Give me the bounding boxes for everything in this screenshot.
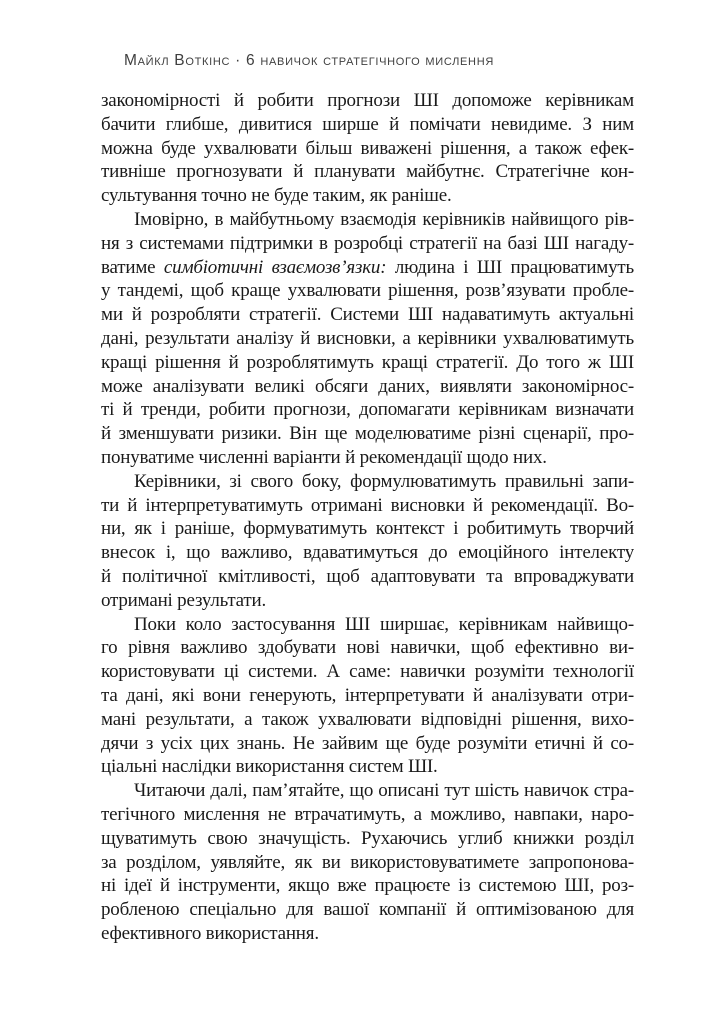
text-line: тегічного мислення не втрачатимуть, а можливо, навпаки, наро- — [101, 803, 634, 825]
text-line: дячи з усіх цих знань. Не зайвим ще буде розуміти етичні й со- — [101, 732, 634, 754]
text-line: внесок і, що важливо, вдаватимуться до емоційного інтелекту — [101, 542, 634, 564]
text-line: й політичної кмітливості, щоб адаптовувати та впроваджувати — [101, 565, 634, 587]
text-line: Читаючи далі, пам’ятайте, що описані тут шість навичок стра- — [134, 780, 634, 802]
text-line: може аналізувати великі обсяги даних, виявляти закономірнос- — [101, 375, 634, 397]
text-line: Поки коло застосування ШІ ширшає, керівникам найвищо- — [134, 613, 634, 635]
text-line: ні ідеї й інструменти, якщо вже працюєте із системою ШІ, роз- — [101, 875, 634, 897]
text-line: ефективного використання. — [101, 922, 319, 944]
text-line: можна буде ухвалювати більш виважені рішення, а також ефек- — [101, 137, 634, 159]
text-line: й зменшувати ризики. Він ще моделюватиме різні сценарії, про- — [101, 423, 634, 445]
text-line: кращі рішення й розроблятимуть кращі стратегії. До того ж ШІ — [101, 351, 634, 373]
text-line: ти й інтерпретуватимуть отримані висновки й рекомендації. Во- — [101, 494, 634, 516]
text-line: бачити глибше, дивитися ширше й помічати невидиме. З ним — [101, 113, 634, 135]
text-line: у тандемі, щоб краще ухвалювати рішення, розв’язувати пробле- — [101, 280, 634, 302]
text-line: щуватимуть свою значущість. Рухаючись углиб книжки розділ — [101, 827, 634, 849]
page-body-text — [101, 89, 634, 946]
text-line: Імовірно, в майбутньому взаємодія керівників найвищого рів- — [134, 208, 634, 230]
text-line: користовувати ці системи. А саме: навички розуміти технології — [101, 661, 634, 683]
text-line: закономірності й робити прогнози ШІ допоможе керівникам — [101, 90, 634, 111]
text-line: робленою спеціально для вашої компанії й оптимізованою для — [101, 899, 634, 921]
text-line: ватиме симбіотичні взаємозв’язки: людина і ШІ працюватимуть — [101, 256, 634, 278]
text-line: ті й тренди, робити прогнози, допомагати керівникам визначати — [101, 399, 634, 421]
running-header: Майкл Воткінс · 6 навичок стратегічного мислення — [124, 52, 494, 69]
text-line: го рівня важливо здобувати нові навички, щоб ефективно ви- — [101, 637, 634, 659]
text-line: дані, результати аналізу й висновки, а керівники ухвалюватимуть — [101, 327, 634, 349]
text-line: ня з системами підтримки в розробці стратегії на базі ШІ нагаду- — [101, 232, 634, 254]
text-line: тивніше прогнозувати й планувати майбутнє. Стратегічне кон- — [101, 161, 634, 183]
text-line: сультування точно не буде таким, як раніше. — [101, 185, 452, 207]
text-line: отримані результати. — [101, 589, 267, 611]
text-line: мані результати, а також ухвалювати відповідні рішення, вихо- — [101, 708, 634, 730]
text-line: ми й розробляти стратегії. Системи ШІ надаватимуть актуальні — [101, 304, 634, 326]
text-line: понуватиме численні варіанти й рекомендації щодо них. — [101, 446, 547, 468]
text-line: ціальні наслідки використання систем ШІ. — [101, 756, 438, 778]
text-line: Керівники, зі свого боку, формулюватимуть правильні запи- — [134, 470, 634, 492]
text-line: та дані, які вони генерують, інтерпретувати й аналізувати отри- — [101, 684, 634, 706]
text-line: ни, як і раніше, формуватимуть контекст і робитимуть творчий — [101, 518, 634, 540]
text-line: за розділом, уявляйте, як ви використовуватимете запропонова- — [101, 851, 634, 873]
